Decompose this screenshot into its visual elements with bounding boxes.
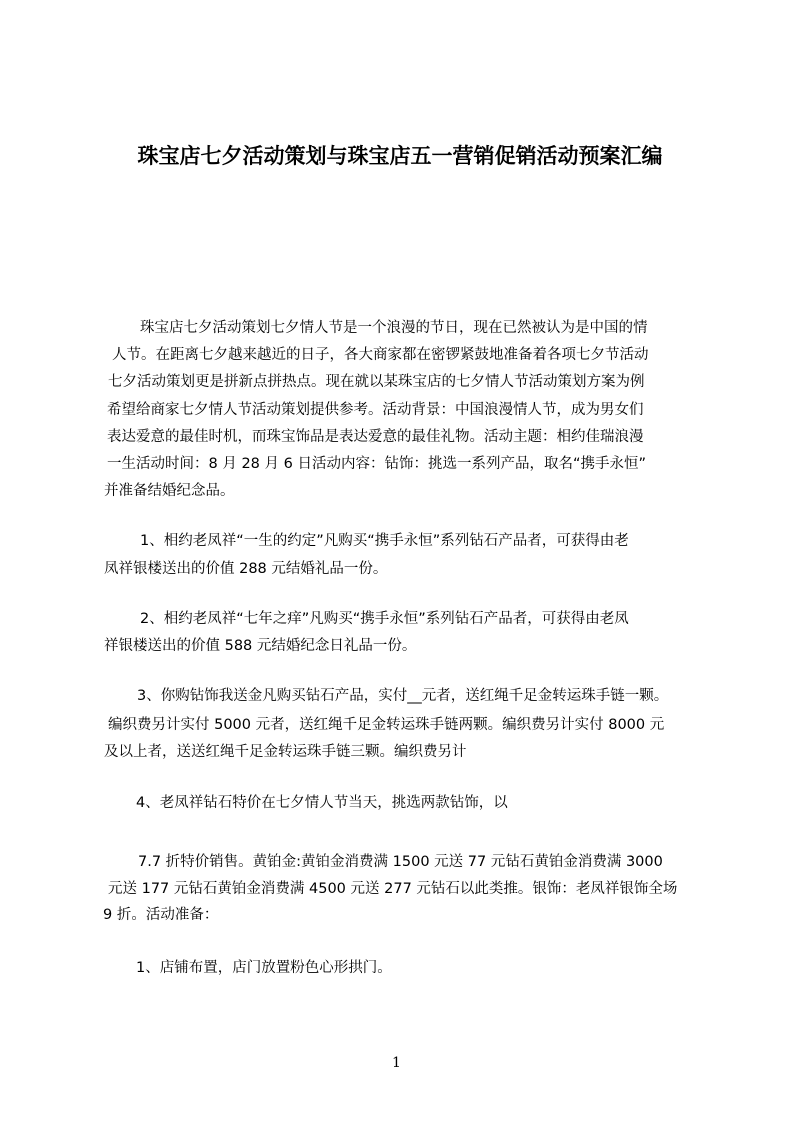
paragraph-4-line-3: 及以上者，送送红绳千足金转运珠手链三颗。编织费另计 bbox=[104, 744, 467, 760]
paragraph-1-line-4: 希望给商家七夕情人节活动策划提供参考。活动背景：中国浪漫情人节，成为男女们 bbox=[107, 402, 644, 418]
paragraph-6-line-1: 7.7 折特价销售。黄铂金:黄铂金消费满 1500 元送 77 元钻石黄铂金消费满 3000 bbox=[138, 854, 663, 870]
paragraph-2-line-2: 凤祥银楼送出的价值 288 元结婚礼品一份。 bbox=[104, 561, 388, 577]
paragraph-1-line-2: 人节。在距离七夕越来越近的日子，各大商家都在密锣紧鼓地准备着各项七夕节活动 bbox=[112, 347, 649, 363]
paragraph-3-line-2: 祥银楼送出的价值 588 元结婚纪念日礼品一份。 bbox=[104, 638, 417, 654]
paragraph-1-line-5: 表达爱意的最佳时机，而珠宝饰品是表达爱意的最佳礼物。活动主题：相约佳瑞浪漫 bbox=[107, 429, 644, 445]
paragraph-1-line-7: 并准备结婚纪念品。 bbox=[104, 483, 235, 499]
paragraph-1-line-3: 七夕活动策划更是拼新点拼热点。现在就以某珠宝店的七夕情人节活动策划方案为例 bbox=[108, 374, 645, 390]
paragraph-1-line-1: 珠宝店七夕活动策划七夕情人节是一个浪漫的节日，现在已然被认为是中国的情 bbox=[140, 320, 648, 336]
paragraph-4-line-1: 3、你购钻饰我送金凡购买钻石产品，实付__元者，送红绳千足金转运珠手链一颗。 bbox=[137, 688, 669, 704]
paragraph-3-line-1: 2、相约老凤祥“七年之痒”凡购买“携手永恒”系列钻石产品者，可获得由老凤 bbox=[140, 611, 629, 627]
document-title: 珠宝店七夕活动策划与珠宝店五一营销促销活动预案汇编 bbox=[137, 144, 663, 168]
paragraph-4-line-2: 编织费另计实付 5000 元者，送红绳千足金转运珠手链两颗。编织费另计实付 8000 元 bbox=[108, 717, 665, 733]
paragraph-2-line-1: 1、相约老凤祥“一生的约定”凡购买“携手永恒”系列钻石产品者，可获得由老 bbox=[140, 533, 629, 549]
paragraph-7-line-1: 1、店铺布置，店门放置粉色心形拱门。 bbox=[136, 960, 392, 976]
paragraph-5-line-1: 4、老凤祥钻石特价在七夕情人节当天，挑选两款钻饰，以 bbox=[136, 795, 508, 811]
paragraph-6-line-3: 9 折。活动准备： bbox=[103, 907, 219, 923]
page-number: 1 bbox=[392, 1055, 401, 1071]
paragraph-1-line-6: 一生活动时间：8 月 28 月 6 日活动内容：钻饰：挑选一系列产品，取名“携手永恒” bbox=[107, 456, 646, 472]
paragraph-6-line-2: 元送 177 元钻石黄铂金消费满 4500 元送 277 元钻石以此类推。银饰：老凤祥银饰全场 bbox=[108, 881, 678, 897]
